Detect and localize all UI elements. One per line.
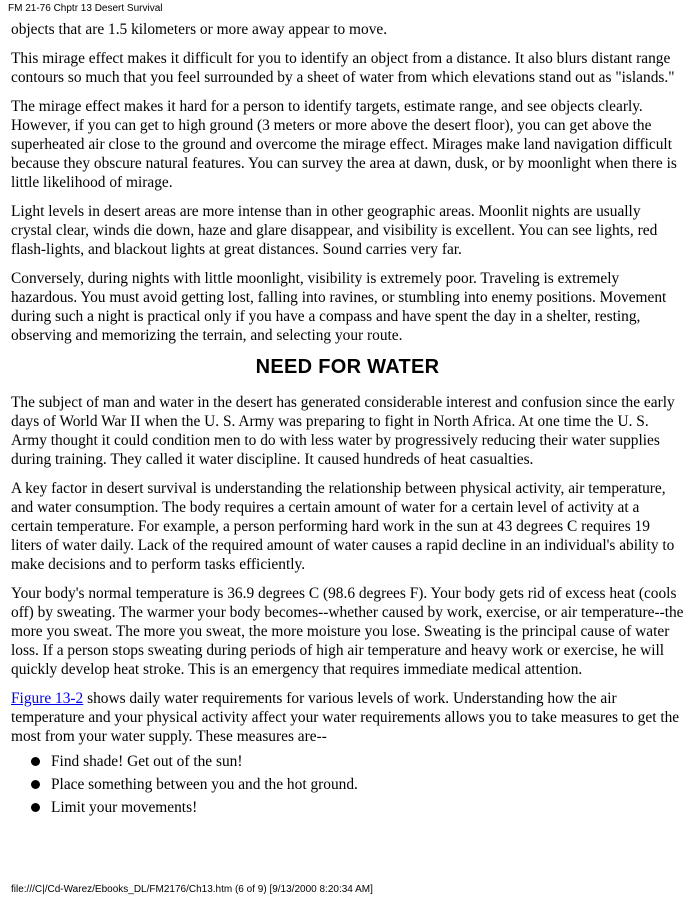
- bullet-icon: [31, 803, 40, 812]
- paragraph: The mirage effect makes it hard for a person to identify targets, estimate range, and see objects clearly. However, if you can get to high ground (3 meters or more above the desert floor), you can get above the superheated air close to the ground and overcome the mirage effect. Mirages make land navigation difficult because they obscure natural features. You can survey the area at dawn, dusk, or by moonlight when there is little likelihood of mirage.: [11, 98, 677, 191]
- paragraph: Conversely, during nights with little moonlight, visibility is extremely poor. Traveling is extremely hazardous. You must avoid getting lost, falling into ravines, or stumbling into enemy positions. Movement during such a night is practical only if you have a compass and have spent the day in a shelter, resting, observing and memorizing the terrain, and selecting your route.: [11, 270, 667, 344]
- list-item: [29, 752, 684, 771]
- page-footer: file:///C|/Cd-Warez/Ebooks_DL/FM2176/Ch13.htm (6 of 9) [9/13/2000 8:20:34 AM]: [11, 884, 373, 895]
- page-header: FM 21-76 Chptr 13 Desert Survival: [8, 3, 163, 14]
- paragraph: Your body's normal temperature is 36.9 degrees C (98.6 degrees F). Your body gets rid of excess heat (cools off) by sweating. The warmer your body becomes--whether caused by work, exercise, or air temperature--the more you sweat. The more you sweat, the more moisture you lose. Sweating is the principal cause of water loss. If a person stops sweating during periods of high air temperature and heavy work or exercise, he will quickly develop heat stroke. This is an emergency that requires immediate medical attention.: [11, 585, 684, 678]
- section-heading: NEED FOR WATER: [255, 356, 440, 378]
- document-body: [11, 20, 684, 821]
- paragraph: This mirage effect makes it difficult for you to identify an object from a distance. It also blurs distant range contours so much that you feel surrounded by a sheet of water from which elevations stand out as "islands.": [11, 50, 675, 86]
- figure-13-2-link[interactable]: Figure 13-2: [11, 690, 84, 707]
- list-item: [29, 798, 684, 817]
- figure-paragraph-text: shows daily water requirements for various levels of work. Understanding how the air temperature and your physical activity affect your water requirements allows you to take measures to get the most from your water supply. These measures are--: [11, 690, 680, 745]
- paragraph: The subject of man and water in the desert has generated considerable interest and confusion since the early days of World War II when the U. S. Army was preparing to fight in North Africa. At one time the U. S. Army thought it could condition men to do with less water by progressively reducing their water supplies during training. They called it water discipline. It caused hundreds of heat casualties.: [11, 394, 675, 468]
- list-item-text: Limit your movements!: [51, 799, 198, 816]
- bullet-icon: [31, 757, 40, 766]
- paragraph: objects that are 1.5 kilometers or more away appear to move.: [11, 21, 388, 38]
- list-item-text: Place something between you and the hot ground.: [51, 776, 358, 793]
- paragraph: A key factor in desert survival is understanding the relationship between physical activity, air temperature, and water consumption. The body requires a certain amount of water for a certain level of activity at a certain temperature. For example, a person performing hard work in the sun at 43 degrees C requires 19 liters of water daily. Lack of the required amount of water causes a rapid decline in an individual's ability to make decisions and to perform tasks efficiently.: [11, 480, 675, 573]
- list-item-text: Find shade! Get out of the sun!: [51, 753, 243, 770]
- measures-list: [11, 752, 684, 817]
- paragraph: Light levels in desert areas are more intense than in other geographic areas. Moonlit nights are usually crystal clear, winds die down, haze and glare disappear, and visibility is excellent. You can see lights, red flash-lights, and blackout lights at great distances. Sound carries very far.: [11, 203, 658, 258]
- bullet-icon: [31, 780, 40, 789]
- figure-paragraph: [11, 689, 684, 746]
- list-item: [29, 775, 684, 794]
